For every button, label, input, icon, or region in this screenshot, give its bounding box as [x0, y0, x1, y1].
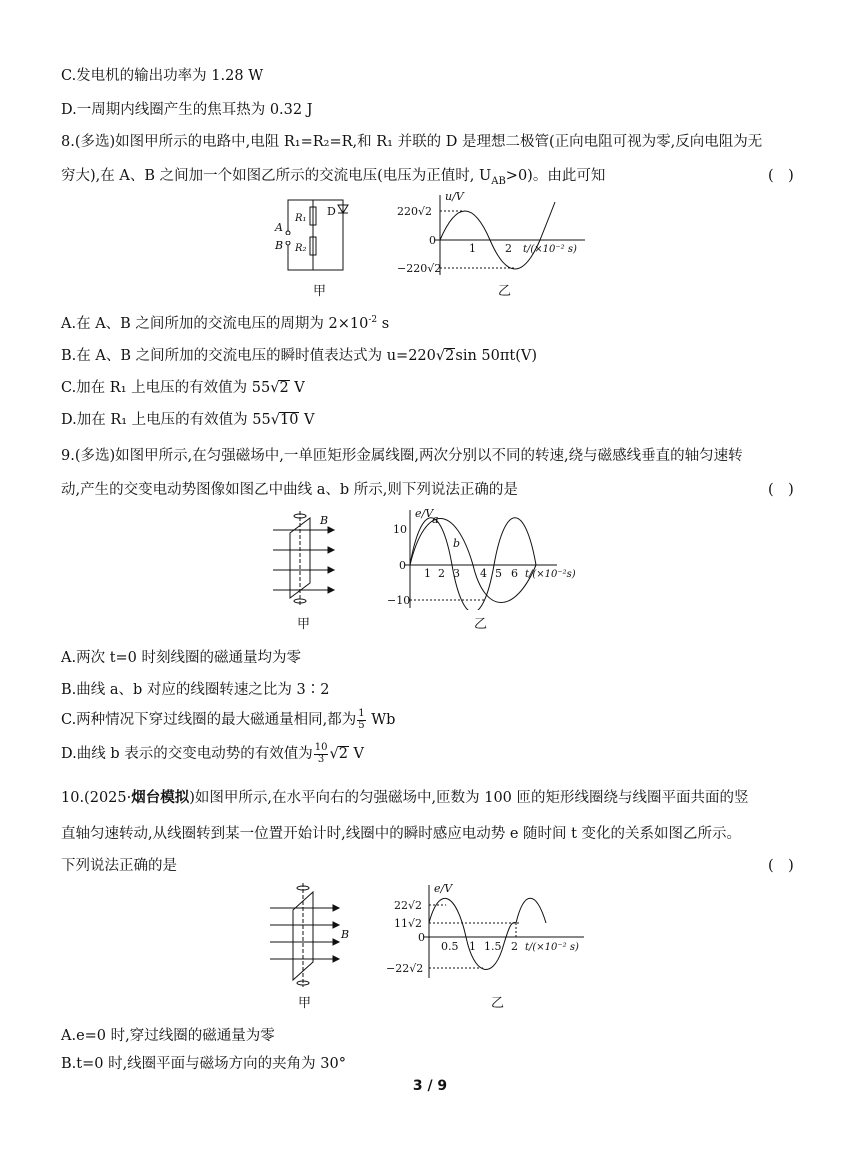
q8-graph-ybot: −220√2: [397, 262, 442, 275]
q8-stem-line2: 穷大),在 A、B 之间加一个如图乙所示的交流电压(电压为正值时, $U_{AB}>0$)。由此可知: [61, 168, 606, 187]
q10-answer-paren: ( ): [768, 858, 794, 874]
q10-graph-ylabel: e/V: [434, 882, 453, 895]
q8-answer-paren: ( ): [768, 168, 794, 184]
q10-fig2-caption: 乙: [491, 996, 505, 1011]
q9-fig1-caption: 甲: [297, 617, 311, 632]
q8-circuit-diagram: [268, 195, 368, 275]
q9-curve-b-label: b: [453, 537, 461, 550]
q8-graph-tick2: 2: [505, 242, 512, 255]
q9-fig2-caption: 乙: [474, 617, 488, 632]
q9-stem-line1: 9.(多选)如图甲所示,在匀强磁场中,一单匝矩形金属线圈,两次分别以不同的转速,绕与磁感线垂直的轴匀速转: [61, 448, 743, 464]
q8-label-d: D: [327, 205, 336, 218]
q8-option-d: D.加在 R₁ 上电压的有效值为 55√10 V: [61, 412, 315, 428]
q10-fig1-caption: 甲: [298, 996, 312, 1011]
q9-graph-ytop: 10: [393, 523, 407, 536]
q8-option-c: C.加在 R₁ 上电压的有效值为 55√2 V: [61, 380, 305, 396]
q8-voltage-graph: [395, 190, 595, 280]
q9-tick-6: 6: [511, 567, 518, 580]
q9-graph-xlabel: t/(×10⁻²s): [525, 569, 576, 580]
q9-graph-ylabel: e/V: [415, 507, 434, 520]
q9-option-a: A.两次 t=0 时刻线圈的磁通量均为零: [61, 650, 301, 666]
q9-answer-paren: ( ): [768, 482, 794, 498]
q8-stem-line1: 8.(多选)如图甲所示的电路中,电阻 R₁=R₂=R,和 R₁ 并联的 D 是理想二极管(正向电阻可视为零,反向电阻为无: [61, 134, 763, 150]
q8-label-r1: R₁: [295, 213, 307, 224]
q10-graph-ytop: 22√2: [394, 899, 423, 912]
q9-tick-5: 5: [495, 567, 502, 580]
q10-tick-2: 2: [511, 940, 518, 953]
q10-option-b: B.t=0 时,线圈平面与磁场方向的夹角为 30°: [61, 1056, 346, 1072]
q10-graph-xlabel: t/(×10⁻² s): [525, 942, 579, 953]
q10-coil-diagram: [268, 880, 353, 990]
q9-emf-graph: [385, 505, 600, 610]
q9-label-b: B: [320, 514, 329, 527]
page-number: 3 / 9: [412, 1078, 448, 1094]
q10-graph-ybot: −22√2: [386, 962, 424, 975]
q10-graph-ymid: 11√2: [394, 917, 423, 930]
q10-label-b: B: [341, 928, 350, 941]
q9-tick-4: 4: [480, 567, 487, 580]
q9-option-d: D.曲线 b 表示的交变电动势的有效值为 $\frac{10}{3}$ √2 V: [61, 742, 365, 765]
q8-label-a: A: [275, 221, 283, 234]
q10-stem-line1: 10.(2025·烟台模拟)如图甲所示,在水平向右的匀强磁场中,匝数为 100 匝的矩形线圈绕与线圈平面共面的竖: [61, 790, 749, 806]
q7-option-d: D.一周期内线圈产生的焦耳热为 0.32 J: [61, 102, 313, 118]
q10-tick-1-5: 1.5: [484, 940, 502, 953]
q9-coil-diagram: [268, 508, 348, 608]
q9-curve-a-label: a: [432, 513, 439, 526]
q8-graph-ylabel: u/V: [445, 190, 464, 203]
q10-tick-0-5: 0.5: [441, 940, 459, 953]
q8-fig1-caption: 甲: [313, 284, 327, 299]
q9-tick-2: 2: [438, 567, 445, 580]
q9-option-b: B.曲线 a、b 对应的线圈转速之比为 3∶2: [61, 682, 330, 698]
q10-stem-line2: 直轴匀速转动,从线圈转到某一位置开始计时,线圈中的瞬时感应电动势 e 随时间 t 变化的关系如图乙所示。: [61, 826, 742, 842]
q10-tick-1: 1: [469, 940, 476, 953]
q9-graph-ybot: −10: [387, 594, 411, 607]
q8-graph-origin: 0: [429, 234, 436, 247]
q7-option-c: C.发电机的输出功率为 1.28 W: [61, 68, 264, 84]
q8-fig2-caption: 乙: [498, 284, 512, 299]
q10-emf-graph: [384, 880, 599, 980]
q10-stem-line3: 下列说法正确的是: [61, 858, 177, 874]
q8-label-b: B: [275, 239, 284, 252]
q9-tick-1: 1: [424, 567, 431, 580]
q8-graph-ytop: 220√2: [397, 205, 433, 218]
q8-graph-xlabel: t/(×10⁻² s): [523, 244, 577, 255]
q8-graph-tick1: 1: [469, 242, 476, 255]
q8-label-r2: R₂: [295, 243, 307, 254]
q9-option-c: C.两种情况下穿过线圈的最大磁通量相同,都为 $\frac{1}{5}$ Wb: [61, 708, 396, 731]
q8-option-b: B.在 A、B 之间所加的交流电压的瞬时值表达式为 u=220√2sin 50πt(V): [61, 348, 537, 364]
q10-graph-origin: 0: [418, 931, 425, 944]
q9-stem-line2: 动,产生的交变电动势图像如图乙中曲线 a、b 所示,则下列说法正确的是: [61, 482, 518, 498]
q9-graph-origin: 0: [399, 559, 406, 572]
q8-option-a: A.在 A、B 之间所加的交流电压的周期为 $2\times 10^{-2}$ s: [61, 315, 390, 332]
q10-option-a: A.e=0 时,穿过线圈的磁通量为零: [61, 1028, 275, 1044]
q9-tick-3: 3: [453, 567, 460, 580]
